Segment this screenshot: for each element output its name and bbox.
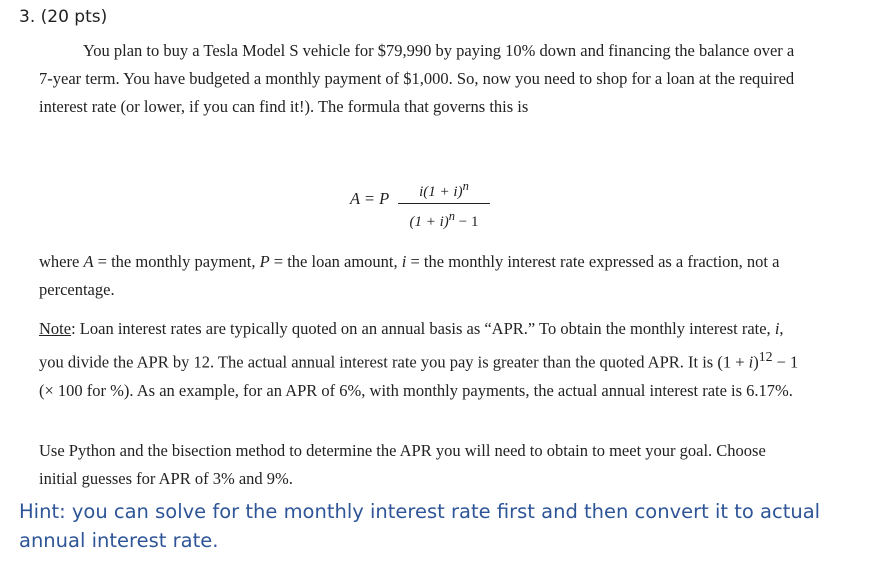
question-header: 3. (20 pts) <box>19 7 108 27</box>
formula-numerator: $i(1 + i)^n$ <box>419 179 469 200</box>
formula-denominator: $(1 + i)^n - 1$ <box>409 209 479 230</box>
variable-definitions: where A = the monthly payment, P = the loan amount, i = the monthly interest rate expressed as a fraction, not a percentage. <box>39 252 780 299</box>
fraction-bar <box>398 203 490 204</box>
hint-text: Hint: you can solve for the monthly interest rate first and then convert it to actual annual interest rate. <box>19 500 821 552</box>
formula-fraction <box>398 176 490 232</box>
task-instructions: Use Python and the bisection method to determine the APR you will need to obtain to meet your goal. Choose initial guesses for APR of 3% and 9%. <box>39 441 766 488</box>
note-paragraph: Note: Loan interest rates are typically quoted on an annual basis as “APR.” To obtain the monthly interest rate, i, you divide the APR by 12. The actual annual interest rate you pay is greater than the quoted APR. It is $(1 + i)^{12} - 1$ (× 100 for %). As an example, for an APR of 6%, with monthly payments, the actual annual interest rate is 6.17%. <box>39 319 799 400</box>
problem-statement: You plan to buy a Tesla Model S vehicle for $79,990 by paying 10% down and financing the balance over a 7-year term. You have budgeted a monthly payment of $1,000. So, now you need to shop for a loan at the required interest rate (or lower, if you can find it!). The formula that governs this is <box>39 41 795 116</box>
note-label: Note <box>39 319 72 338</box>
formula-lhs: A = P <box>350 189 390 208</box>
